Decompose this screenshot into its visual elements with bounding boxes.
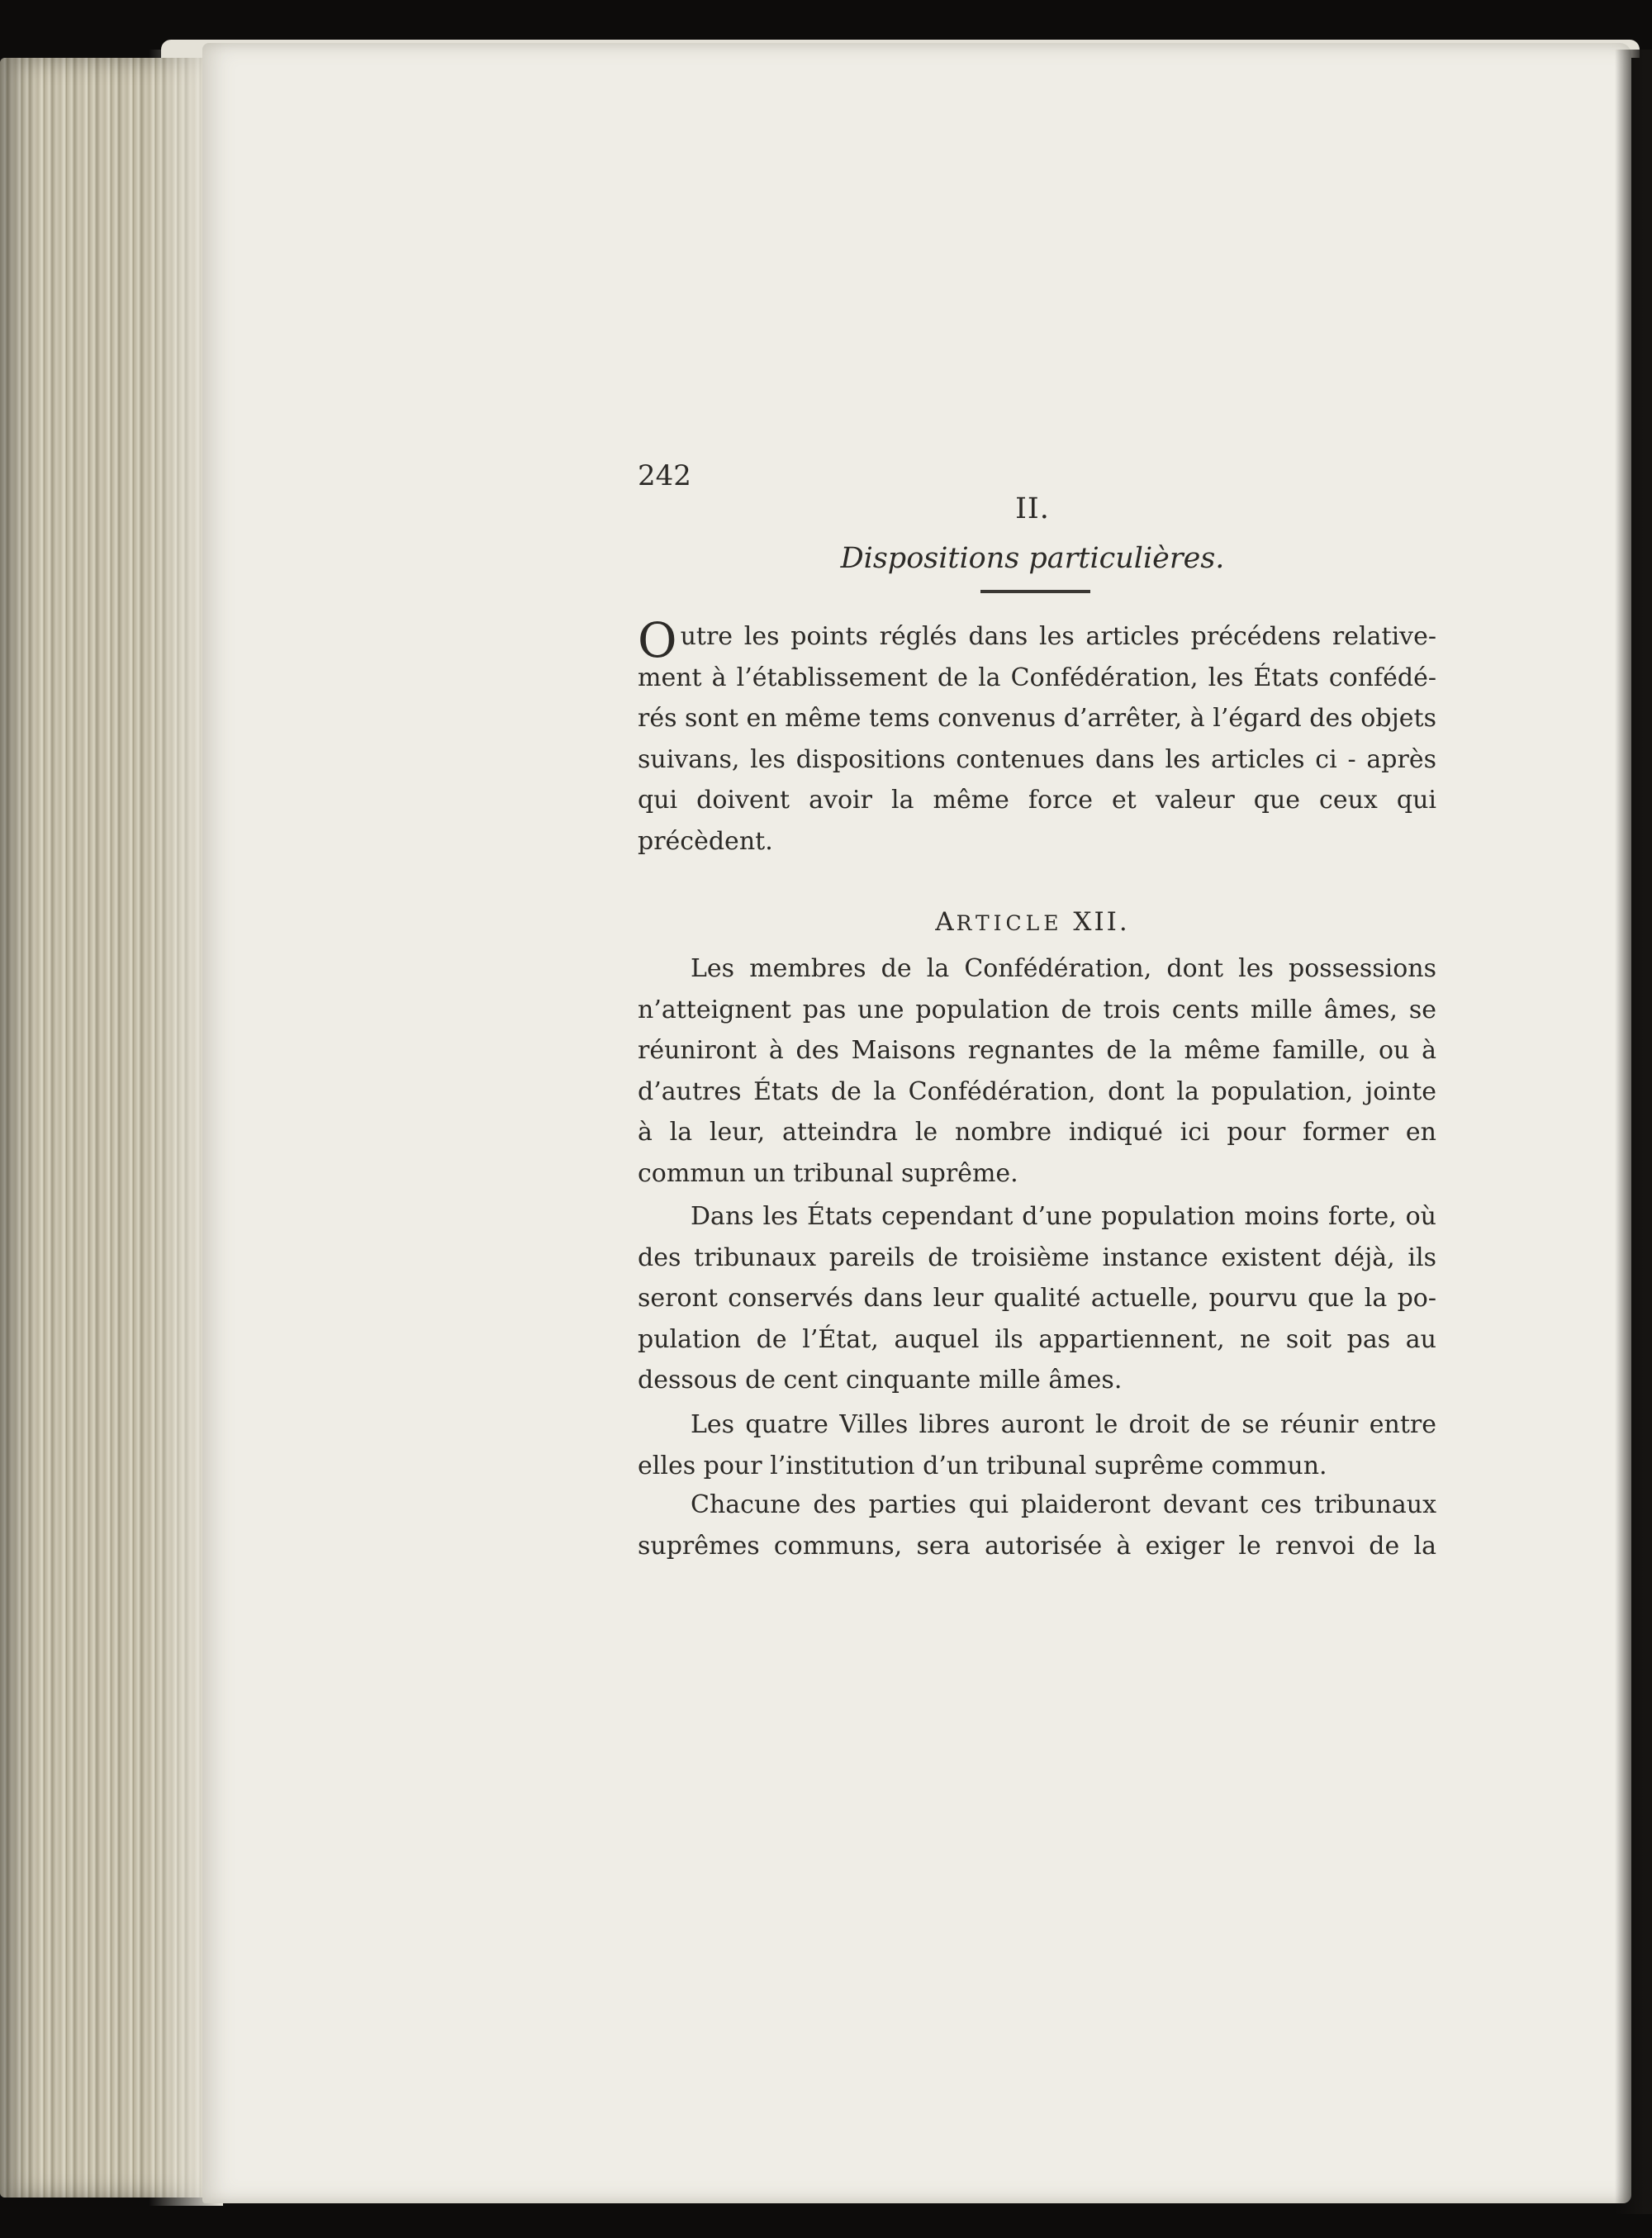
paragraph-line: d’autres États de la Confédération, dont la population, jointe [638,1076,1436,1106]
article-paragraph [638,1404,1436,1486]
drop-cap: O [638,616,677,658]
paragraph-line: commun un tribunal suprême. [638,1158,1018,1188]
paragraph-line: à la leur, atteindra le nombre indiqué ici pour former en [638,1118,1436,1147]
intro-paragraph [638,616,1436,862]
paragraph-line: Dans les États cependant d’une population moins forte, où [691,1202,1436,1231]
paragraph-line: des tribunaux pareils de troisième instance existent déjà, ils [638,1243,1436,1272]
paragraph-line: pulation de l’État, auquel ils appartiennent, ne soit pas au [638,1324,1436,1354]
paragraph-line: elles pour l’institution d’un tribunal suprême commun. [638,1451,1327,1480]
intro-line: suivans, les dispositions contenues dans les articles ci - après [638,744,1436,774]
intro-line: précèdent. [638,826,773,856]
intro-line-text: utre les points réglés dans les articles précédens relative- [680,622,1436,651]
article-heading-initial: A [935,907,957,937]
page-number: 242 [638,459,691,492]
title-rule [980,590,1090,593]
paragraph-line: n’atteignent pas une population de trois cents mille âmes, se [638,995,1436,1024]
paragraph-line: suprêmes communs, sera autorisée à exiger le renvoi de la [638,1531,1436,1561]
article-heading-smallcaps: RTICLE [956,911,1063,935]
intro-line: qui doivent avoir la même force et valeur que ceux qui [638,786,1436,815]
article-paragraph [638,948,1436,1194]
article-heading-numeral: XII. [1062,907,1130,937]
section-title: Dispositions particulières. [840,542,1225,575]
paragraph-line: Les quatre Villes libres auront le droit de se réunir entre [691,1410,1436,1439]
paragraph-line: Chacune des parties qui plaideront devant ces tribunaux [691,1490,1436,1519]
paragraph-line: réuniront à des Maisons regnantes de la même famille, ou à [638,1036,1436,1065]
section-numeral: II. [1015,492,1050,525]
article-heading [743,907,1322,937]
page-right-shadow [1615,50,1652,2214]
paragraph-line: dessous de cent cinquante mille âmes. [638,1366,1123,1395]
intro-line: rés sont en même tems convenus d’arrêter, à l’égard des objets [638,704,1436,733]
intro-line: ment à l’établissement de la Confédération, les États confédé- [638,663,1436,692]
article-paragraph [638,1196,1436,1401]
paragraph-line: seront conservés dans leur qualité actuelle, pourvu que la po- [638,1284,1436,1313]
intro-line [638,616,1436,658]
article-paragraph [638,1485,1436,1566]
paragraph-line: Les membres de la Confédération, dont les possessions [691,954,1436,983]
